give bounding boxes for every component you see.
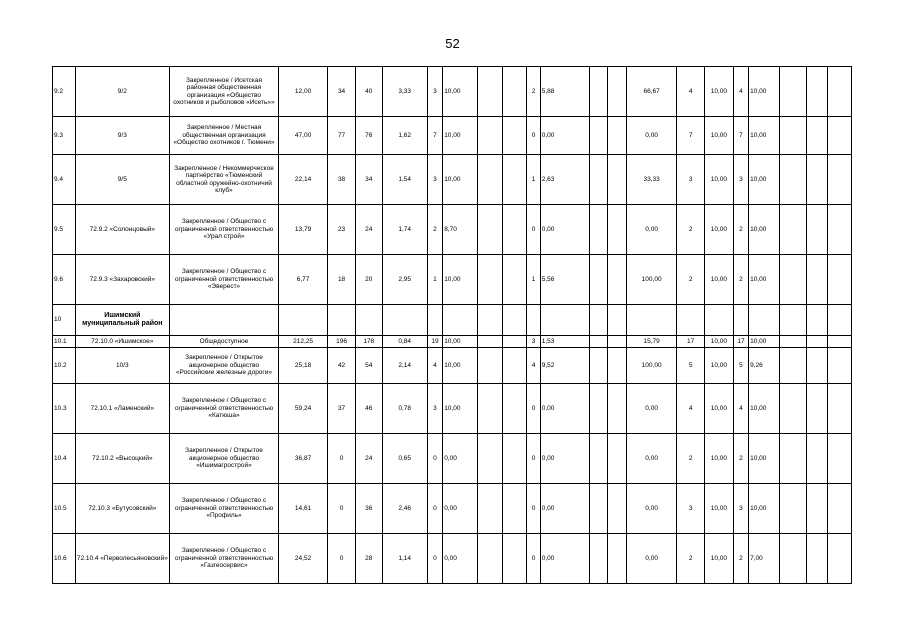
value-cell [705,305,734,336]
empty-cell [779,348,806,384]
empty-cell [806,534,828,584]
value-cell: 2,95 [382,255,427,305]
value-cell: 2 [527,67,540,117]
empty-cell [502,534,527,584]
area-cell: 25,18 [278,348,327,384]
value-cell: 2 [677,434,705,484]
value-cell: 5 [677,348,705,384]
empty-cell [779,484,806,534]
value-cell: 1,62 [382,117,427,155]
empty-cell [502,384,527,434]
value-cell [355,305,382,336]
value-cell: 5,88 [540,67,589,117]
empty-cell [806,348,828,384]
value-cell: 10,00 [705,484,734,534]
empty-cell [608,305,626,336]
value-cell: 9,52 [540,348,589,384]
area-name-cell: 9/2 [75,67,169,117]
value-cell: 7,00 [749,534,780,584]
value-cell: 34 [328,67,356,117]
empty-cell [779,67,806,117]
empty-cell [828,205,852,255]
empty-cell [779,117,806,155]
value-cell: 37 [328,384,356,434]
value-cell: 10,00 [749,205,780,255]
empty-cell [779,384,806,434]
empty-cell [828,484,852,534]
empty-cell [828,155,852,205]
value-cell: 10,00 [443,336,478,348]
row-id-cell: 10 [53,305,76,336]
value-cell: 19 [427,336,442,348]
empty-cell [806,117,828,155]
value-cell: 0,00 [540,384,589,434]
empty-cell [608,255,626,305]
value-cell: 2 [733,255,748,305]
row-id-cell: 10.6 [53,534,76,584]
value-cell: 0,84 [382,336,427,348]
area-name-cell: 72.10.2 «Высоцкий» [75,434,169,484]
owner-cell: Закрепленное / Общество с ограниченной ответственностью «Профиль» [170,484,279,534]
value-cell: 2 [677,534,705,584]
value-cell: 0 [527,484,540,534]
row-id-cell: 9.5 [53,205,76,255]
value-cell: 5 [733,348,748,384]
value-cell: 0 [427,534,442,584]
table-row [53,434,852,484]
value-cell: 10,00 [749,67,780,117]
value-cell: 10,00 [443,117,478,155]
empty-cell [502,305,527,336]
empty-cell [502,155,527,205]
data-table [52,66,852,584]
empty-cell [590,384,608,434]
owner-cell: Закрепленное / Исетская районная общественная организация «Общество охотников и рыболовов «Исеть»» [170,67,279,117]
empty-cell [590,255,608,305]
owner-cell: Закрепленное / Общество с ограниченной ответственностью «Урал строй» [170,205,279,255]
owner-cell: Закрепленное / Открытое акционерное общество «Ишимагрострой» [170,434,279,484]
value-cell: 0,00 [443,484,478,534]
value-cell [733,305,748,336]
empty-cell [590,305,608,336]
value-cell: 18 [328,255,356,305]
value-cell [527,305,540,336]
value-cell: 1,14 [382,534,427,584]
value-cell: 4 [677,384,705,434]
area-cell: 22,14 [278,155,327,205]
value-cell: 1,74 [382,205,427,255]
page-number: 52 [445,36,460,51]
value-cell: 10,00 [749,484,780,534]
value-cell: 24 [355,205,382,255]
value-cell: 0 [527,205,540,255]
empty-cell [779,534,806,584]
area-name-cell: 72.9.2 «Солонцовый» [75,205,169,255]
value-cell: 0 [427,434,442,484]
empty-cell [590,534,608,584]
empty-cell [828,67,852,117]
value-cell: 3 [427,384,442,434]
empty-cell [806,67,828,117]
value-cell: 0,65 [382,434,427,484]
value-cell: 9,26 [749,348,780,384]
area-cell: 212,25 [278,336,327,348]
value-cell: 3 [427,155,442,205]
empty-cell [779,255,806,305]
empty-cell [806,384,828,434]
empty-cell [806,336,828,348]
value-cell [427,305,442,336]
value-cell: 0 [527,117,540,155]
value-cell: 17 [733,336,748,348]
value-cell: 0,00 [540,484,589,534]
area-cell: 6,77 [278,255,327,305]
value-cell [443,305,478,336]
value-cell: 3,33 [382,67,427,117]
table-row [53,348,852,384]
table-row [53,255,852,305]
empty-cell [590,484,608,534]
empty-cell [502,205,527,255]
value-cell: 0,00 [626,117,676,155]
value-cell: 0,00 [626,534,676,584]
value-cell: 4 [733,384,748,434]
value-cell: 1,54 [382,155,427,205]
value-cell: 76 [355,117,382,155]
empty-cell [478,336,503,348]
value-cell: 66,67 [626,67,676,117]
value-cell: 24 [355,434,382,484]
empty-cell [478,534,503,584]
value-cell: 3 [733,155,748,205]
value-cell: 10,00 [705,205,734,255]
value-cell: 4 [527,348,540,384]
empty-cell [590,205,608,255]
value-cell: 0,00 [443,534,478,584]
value-cell: 2,14 [382,348,427,384]
value-cell: 7 [677,117,705,155]
table-row [53,534,852,584]
empty-cell [590,67,608,117]
value-cell: 2,63 [540,155,589,205]
empty-cell [590,336,608,348]
value-cell [749,305,780,336]
empty-cell [828,534,852,584]
value-cell: 3 [677,155,705,205]
area-name-cell: 72.10.3 «Бутусовский» [75,484,169,534]
empty-cell [478,205,503,255]
value-cell: 10,00 [443,67,478,117]
empty-cell [828,117,852,155]
value-cell: 15,79 [626,336,676,348]
value-cell: 28 [355,534,382,584]
value-cell: 0,00 [540,205,589,255]
table-row [53,205,852,255]
value-cell: 33,33 [626,155,676,205]
area-name-cell: 72.9.3 «Захаровский» [75,255,169,305]
value-cell: 4 [677,67,705,117]
row-id-cell: 9.3 [53,117,76,155]
value-cell: 4 [427,348,442,384]
value-cell: 10,00 [705,348,734,384]
value-cell: 2 [733,434,748,484]
area-cell: 47,00 [278,117,327,155]
owner-cell: Закрепленное / Общество с ограниченной ответственностью «Газгеосервис» [170,534,279,584]
value-cell: 2 [733,205,748,255]
value-cell: 0,00 [626,484,676,534]
empty-cell [608,205,626,255]
owner-cell: Закрепленное / Открытое акционерное общество «Российские железные дороги» [170,348,279,384]
row-id-cell: 9.6 [53,255,76,305]
value-cell: 2 [427,205,442,255]
area-name-cell: 9/5 [75,155,169,205]
area-cell: 24,52 [278,534,327,584]
empty-cell [608,484,626,534]
empty-cell [502,348,527,384]
value-cell: 5,56 [540,255,589,305]
empty-cell [478,484,503,534]
value-cell: 196 [328,336,356,348]
value-cell: 10,00 [443,155,478,205]
value-cell: 77 [328,117,356,155]
value-cell: 34 [355,155,382,205]
value-cell: 10,00 [443,255,478,305]
empty-cell [478,117,503,155]
empty-cell [608,434,626,484]
empty-cell [806,255,828,305]
area-cell: 13,79 [278,205,327,255]
empty-cell [806,434,828,484]
value-cell: 10,00 [749,336,780,348]
value-cell [328,305,356,336]
row-id-cell: 9.4 [53,155,76,205]
value-cell: 0 [328,434,356,484]
area-name-cell: 72.10.4 «Перволесьяновский» [75,534,169,584]
empty-cell [478,434,503,484]
table-row [53,305,852,336]
empty-cell [502,67,527,117]
area-name-cell: 10/3 [75,348,169,384]
value-cell: 1,53 [540,336,589,348]
value-cell: 3 [527,336,540,348]
empty-cell [806,484,828,534]
empty-cell [779,434,806,484]
row-id-cell: 10.2 [53,348,76,384]
value-cell: 17 [677,336,705,348]
table-row [53,336,852,348]
row-id-cell: 10.4 [53,434,76,484]
empty-cell [779,205,806,255]
table-row [53,384,852,434]
value-cell: 0,00 [626,434,676,484]
empty-cell [502,255,527,305]
value-cell: 3 [677,484,705,534]
value-cell: 10,00 [749,434,780,484]
value-cell: 10,00 [749,155,780,205]
empty-cell [828,348,852,384]
value-cell: 0,00 [443,434,478,484]
value-cell: 42 [328,348,356,384]
value-cell: 0 [527,534,540,584]
empty-cell [590,348,608,384]
empty-cell [828,384,852,434]
value-cell: 0,00 [626,205,676,255]
area-cell: 36,87 [278,434,327,484]
value-cell: 10,00 [705,117,734,155]
value-cell: 178 [355,336,382,348]
value-cell: 0 [328,534,356,584]
area-cell: 14,61 [278,484,327,534]
value-cell: 10,00 [705,384,734,434]
table-row [53,155,852,205]
empty-cell [828,336,852,348]
value-cell: 7 [427,117,442,155]
value-cell: 36 [355,484,382,534]
value-cell: 1 [527,155,540,205]
value-cell [540,305,589,336]
value-cell: 2 [677,205,705,255]
value-cell: 0,00 [540,117,589,155]
value-cell: 10,00 [443,384,478,434]
value-cell: 0 [527,434,540,484]
owner-cell [170,305,279,336]
empty-cell [608,348,626,384]
value-cell: 2 [677,255,705,305]
value-cell [677,305,705,336]
value-cell: 2,46 [382,484,427,534]
empty-cell [828,305,852,336]
empty-cell [590,117,608,155]
empty-cell [806,205,828,255]
value-cell: 2 [733,534,748,584]
empty-cell [779,336,806,348]
empty-cell [478,348,503,384]
area-cell: 59,24 [278,384,327,434]
empty-cell [590,434,608,484]
empty-cell [478,384,503,434]
row-id-cell: 9.2 [53,67,76,117]
value-cell: 10,00 [705,336,734,348]
table-row [53,67,852,117]
value-cell: 0 [328,484,356,534]
owner-cell: Общедоступное [170,336,279,348]
value-cell: 4 [733,67,748,117]
empty-cell [478,67,503,117]
value-cell: 8,70 [443,205,478,255]
row-id-cell: 10.3 [53,384,76,434]
empty-cell [806,305,828,336]
value-cell: 10,00 [705,67,734,117]
table-row [53,484,852,534]
value-cell: 0,00 [540,434,589,484]
value-cell: 10,00 [705,155,734,205]
empty-cell [502,336,527,348]
value-cell: 10,00 [749,117,780,155]
area-cell [278,305,327,336]
area-name-cell: 9/3 [75,117,169,155]
value-cell: 38 [328,155,356,205]
value-cell: 20 [355,255,382,305]
value-cell: 3 [733,484,748,534]
area-name-cell: 72.10.0 «Ишимское» [75,336,169,348]
value-cell: 46 [355,384,382,434]
value-cell: 100,00 [626,255,676,305]
value-cell: 7 [733,117,748,155]
value-cell: 10,00 [749,255,780,305]
empty-cell [478,255,503,305]
empty-cell [608,117,626,155]
value-cell: 0 [427,484,442,534]
value-cell: 0 [527,384,540,434]
empty-cell [502,434,527,484]
empty-cell [502,484,527,534]
value-cell: 40 [355,67,382,117]
empty-cell [478,155,503,205]
empty-cell [608,384,626,434]
value-cell: 10,00 [749,384,780,434]
value-cell: 1 [527,255,540,305]
empty-cell [608,534,626,584]
value-cell: 10,00 [705,255,734,305]
row-id-cell: 10.5 [53,484,76,534]
value-cell [626,305,676,336]
owner-cell: Закрепленное / Местная общественная организация «Общество охотников г. Тюмени» [170,117,279,155]
empty-cell [779,305,806,336]
empty-cell [608,67,626,117]
value-cell [382,305,427,336]
empty-cell [590,155,608,205]
value-cell: 1 [427,255,442,305]
empty-cell [806,155,828,205]
empty-cell [828,434,852,484]
empty-cell [608,155,626,205]
value-cell: 0,78 [382,384,427,434]
area-name-cell: Ишимский муниципальный район [75,305,169,336]
owner-cell: Закрепленное / Некоммерческое партнёрство «Тюменский областной оружейно-охотничий клуб» [170,155,279,205]
value-cell: 10,00 [443,348,478,384]
owner-cell: Закрепленное / Общество с ограниченной ответственностью «Катюша» [170,384,279,434]
row-id-cell: 10.1 [53,336,76,348]
value-cell: 10,00 [705,434,734,484]
empty-cell [779,155,806,205]
empty-cell [828,255,852,305]
table-row [53,117,852,155]
empty-cell [608,336,626,348]
value-cell: 10,00 [705,534,734,584]
value-cell: 54 [355,348,382,384]
empty-cell [478,305,503,336]
empty-cell [502,117,527,155]
owner-cell: Закрепленное / Общество с ограниченной ответственностью «Эверест» [170,255,279,305]
value-cell: 0,00 [626,384,676,434]
area-name-cell: 72.10.1 «Ламенский» [75,384,169,434]
value-cell: 23 [328,205,356,255]
value-cell: 3 [427,67,442,117]
area-cell: 12,00 [278,67,327,117]
value-cell: 100,00 [626,348,676,384]
value-cell: 0,00 [540,534,589,584]
